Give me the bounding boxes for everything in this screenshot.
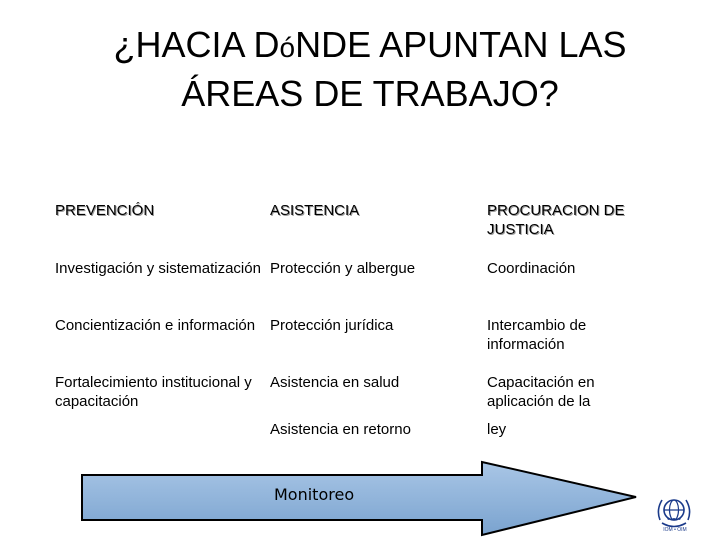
procuracion-item-3: Capacitación en aplicación de la (487, 374, 595, 410)
title-line-1-small-o: ó (279, 32, 296, 63)
slide-title (60, 22, 680, 117)
title-line-1-part-a: ¿HACIA D (113, 24, 280, 65)
title-line-1-part-b: NDE APUNTAN LAS (295, 24, 627, 65)
procuracion-item-1: Coordinación (487, 260, 576, 277)
title-line-2: ÁREAS DE TRABAJO? (181, 73, 559, 114)
logo-text: IOM • OIM (663, 527, 687, 533)
asistencia-item-3: Asistencia en salud (270, 374, 400, 391)
monitoreo-arrow-shape (82, 462, 636, 535)
column-header-procuracion: PROCURACION DE JUSTICIA (487, 202, 625, 238)
column-header-prevencion: PREVENCIÓN (55, 202, 155, 219)
asistencia-item-2: Protección jurídica (270, 317, 394, 334)
prevencion-item-2: Concientización e información (55, 317, 256, 334)
title-line-1 (60, 22, 680, 71)
asistencia-item-4: Asistencia en retorno (270, 421, 411, 438)
prevencion-item-1: Investigación y sistematización (55, 260, 261, 277)
monitoreo-label: Monitoreo (274, 485, 355, 504)
procuracion-item-2: Intercambio de información (487, 317, 587, 353)
procuracion-item-4: ley (487, 421, 507, 438)
prevencion-item-3: Fortalecimiento institucional y capacitación (55, 374, 252, 410)
column-header-asistencia: ASISTENCIA (270, 202, 360, 219)
asistencia-item-1: Protección y albergue (270, 260, 416, 277)
monitoreo-arrow (0, 455, 720, 540)
